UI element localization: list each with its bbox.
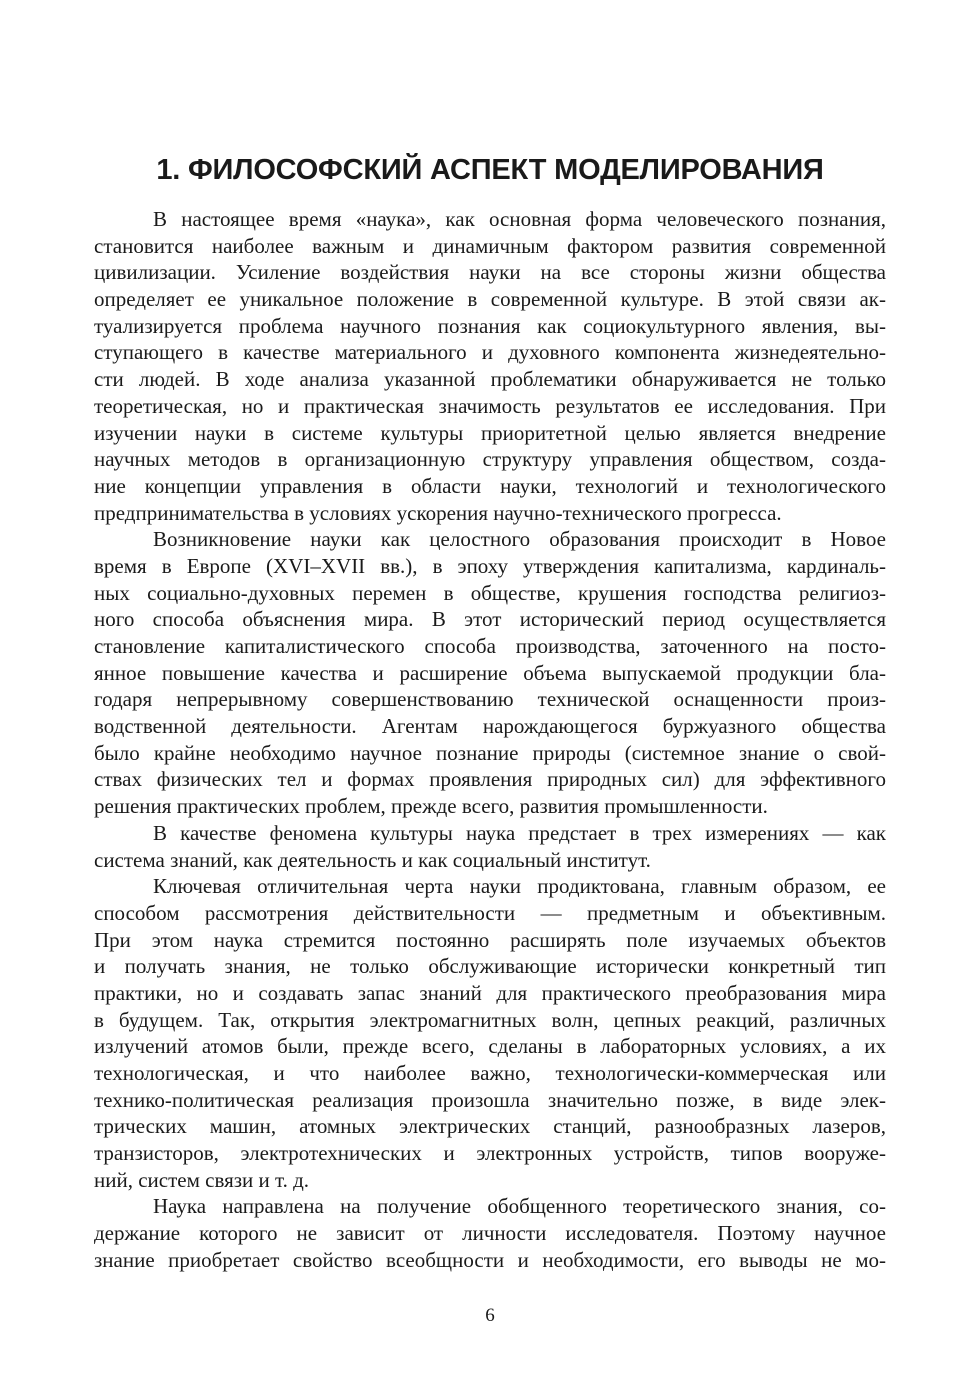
text-line: водственной деятельности. Агентам нарождающегося буржуазного общества (94, 714, 886, 739)
chapter-title: 1. ФИЛОСОФСКИЙ АСПЕКТ МОДЕЛИРОВАНИЯ (156, 154, 824, 186)
text-line: способом рассмотрения действительности — предметным и объективным. (94, 900, 886, 925)
text-line: В качестве феномена культуры наука предстает в трех измерениях — как (153, 820, 886, 845)
paragraph (94, 206, 886, 526)
text-line: в будущем. Так, открытия электромагнитных волн, цепных реакций, различных (94, 1007, 886, 1032)
text-line: ступающего в качестве материального и духовного компонента жизнедеятельно- (94, 340, 886, 365)
text-line: Возникновение науки как целостного образования происходит в Новое (153, 527, 886, 552)
text-line: трических машин, атомных электрических станций, разнообразных лазеров, (94, 1114, 886, 1139)
text-line: научных методов в организационную структуру управления обществом, созда- (94, 447, 886, 472)
paragraph (94, 526, 886, 820)
text-line: технологическая, и что наиболее важно, технологически-коммерческая или (94, 1061, 886, 1085)
text-line: В настоящее время «наука», как основная форма человеческого познания, (153, 207, 886, 231)
text-line: решения практических проблем, прежде всего, развития промышленности. (94, 794, 768, 819)
text-line: Ключевая отличительная черта науки продиктована, главным образом, ее (153, 874, 886, 899)
text-line: При этом наука стремится постоянно расширять поле изучаемых объектов (94, 927, 886, 952)
paragraph (94, 1193, 886, 1273)
text-line: становится наиболее важным и динамичным фактором развития современной (94, 233, 886, 258)
text-line: становление капиталистического способа производства, заточенного на посто- (94, 634, 886, 658)
text-line: ного способа объяснения мира. В этот исторический период осуществляется (94, 607, 886, 632)
text-line: ных социально-духовных перемен в обществе, крушения господства религиоз- (94, 580, 886, 605)
text-line: Наука направлена на получение обобщенного теоретического знания, со- (153, 1194, 886, 1219)
text-line: ние концепции управления в области науки, технологий и технологического (94, 473, 886, 498)
text-line: туализируется проблема научного познания как социокультурного явления, вы- (94, 313, 886, 338)
paragraph (94, 820, 886, 873)
text-line: годаря непрерывному совершенствованию технической оснащенности произ- (94, 687, 886, 712)
text-line: излучений атомов были, прежде всего, сделаны в лабораторных условиях, а их (94, 1034, 886, 1059)
text-line: было крайне необходимо научное познание природы (системное знание о свой- (94, 740, 886, 765)
text-line: ний, систем связи и т. д. (94, 1167, 310, 1192)
text-line: практики, но и создавать запас знаний для практического преобразования мира (94, 980, 886, 1005)
text-line: технико-политическая реализация произошла значительно позже, в виде элек- (94, 1087, 886, 1112)
text-line: время в Европе (XVI–XVII вв.), в эпоху утверждения капитализма, кардиналь- (94, 553, 886, 578)
text-line: определяет ее уникальное положение в современной культуре. В этой связи ак- (94, 287, 886, 312)
body-text (94, 206, 886, 1274)
text-line: сти людей. В ходе анализа указанной проблематики обнаруживается не только (94, 367, 886, 392)
text-line: транзисторов, электротехнических и электронных устройств, типов вооруже- (94, 1141, 886, 1166)
paragraph (94, 873, 886, 1193)
text-line: система знаний, как деятельность и как социальный институт. (94, 847, 651, 872)
text-line: янное повышение качества и расширение объема выпускаемой продукции бла- (94, 660, 886, 685)
text-line: знание приобретает свойство всеобщности и необходимости, его выводы не мо- (94, 1247, 886, 1272)
text-line: ствах физических тел и формах проявления природных сил) для эффективного (94, 767, 886, 792)
text-line: теоретическая, но и практическая значимость результатов ее исследования. При (94, 393, 886, 418)
text-line: предпринимательства в условиях ускорения научно-технического прогресса. (94, 500, 782, 525)
text-line: и получать знания, не только обслуживающие исторически конкретный тип (94, 954, 886, 979)
text-line: цивилизации. Усиление воздействия науки на все стороны жизни общества (94, 260, 886, 285)
page-number: 6 (485, 1305, 495, 1326)
text-line: изучении науки в системе культуры приоритетной целью является внедрение (94, 420, 886, 445)
text-line: держание которого не зависит от личности исследователя. Поэтому научное (94, 1221, 886, 1246)
